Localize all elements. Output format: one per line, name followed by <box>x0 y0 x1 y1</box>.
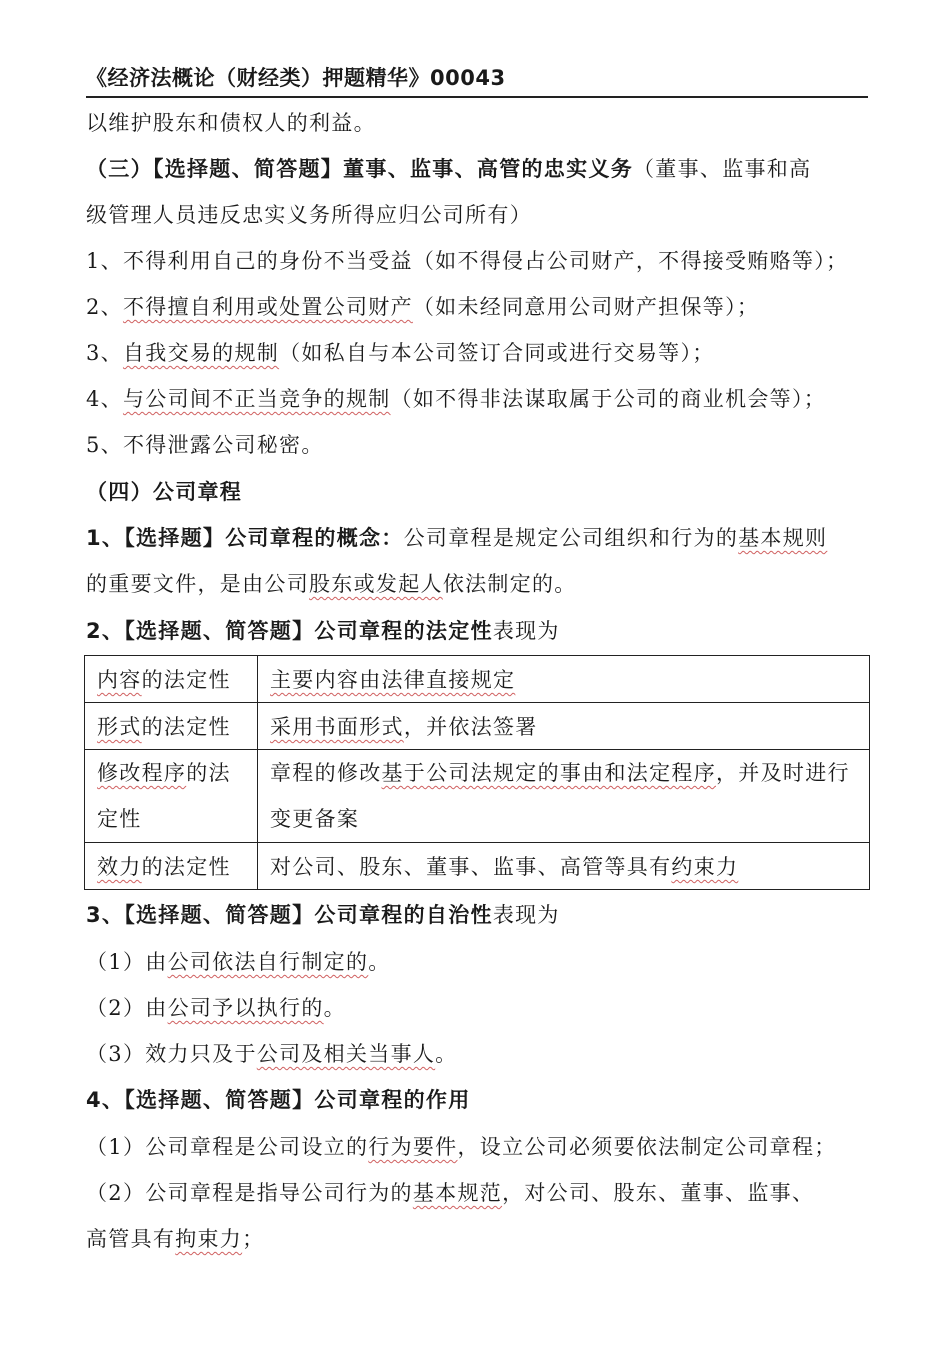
list-item: 2、不得擅自利用或处置公司财产（如未经同意用公司财产担保等）； <box>86 295 760 319</box>
list-item: 5、不得泄露公司秘密。 <box>86 433 324 457</box>
text-line: 以维护股东和债权人的利益。 <box>86 111 376 135</box>
list-item: 1、不得利用自己的身份不当受益（如不得侵占公司财产，不得接受贿赂等）； <box>86 249 849 273</box>
table-row <box>85 843 870 890</box>
table-cell-value: 主要内容由法律直接规定 <box>258 656 870 703</box>
legality-table <box>84 655 870 890</box>
table-row <box>85 750 870 843</box>
list-item: （1）由公司依法自行制定的。 <box>86 950 391 974</box>
table-cell-key: 形式的法定性 <box>85 703 258 750</box>
table-row <box>85 656 870 703</box>
document-header <box>86 62 868 98</box>
list-item: （2）公司章程是指导公司行为的基本规范，对公司、股东、董事、监事、 <box>86 1181 815 1205</box>
document-title: 《经济法概论（财经类）押题精华》00043 <box>86 66 506 90</box>
subheading-function: 4、【选择题、简答题】公司章程的作用 <box>86 1088 471 1112</box>
table-cell-value: 章程的修改基于公司法规定的事由和法定程序，并及时进行变更备案 <box>258 750 870 843</box>
table-cell-value: 对公司、股东、董事、监事、高管等具有约束力 <box>258 843 870 890</box>
list-item: （3）效力只及于公司及相关当事人。 <box>86 1042 458 1066</box>
list-item: （2）由公司予以执行的。 <box>86 996 346 1020</box>
table-cell-key: 修改程序的法定性 <box>85 750 258 843</box>
list-item: 4、与公司间不正当竞争的规制（如不得非法谋取属于公司的商业机会等）； <box>86 387 827 411</box>
subheading-autonomy: 3、【选择题、简答题】公司章程的自治性表现为 <box>86 903 560 927</box>
table-cell-key: 内容的法定性 <box>85 656 258 703</box>
text-line: 级管理人员违反忠实义务所得应归公司所有） <box>86 203 532 227</box>
table-cell-key: 效力的法定性 <box>85 843 258 890</box>
list-item: 3、自我交易的规制（如私自与本公司签订合同或进行交易等）； <box>86 341 715 365</box>
subheading-legality: 2、【选择题、简答题】公司章程的法定性表现为 <box>86 619 560 643</box>
text-line: 高管具有拘束力； <box>86 1227 265 1251</box>
subheading-concept: 1、【选择题】公司章程的概念：公司章程是规定公司组织和行为的基本规则 <box>86 526 828 550</box>
section-heading-articles: （四）公司章程 <box>86 480 243 504</box>
table-row <box>85 703 870 750</box>
text-line: 的重要文件，是由公司股东或发起人依法制定的。 <box>86 572 577 596</box>
section-heading-loyalty: （三）【选择题、简答题】董事、监事、高管的忠实义务（董事、监事和高 <box>86 157 812 181</box>
list-item: （1）公司章程是公司设立的行为要件，设立公司必须要依法制定公司章程； <box>86 1135 837 1159</box>
table-cell-value: 采用书面形式，并依法签署 <box>258 703 870 750</box>
